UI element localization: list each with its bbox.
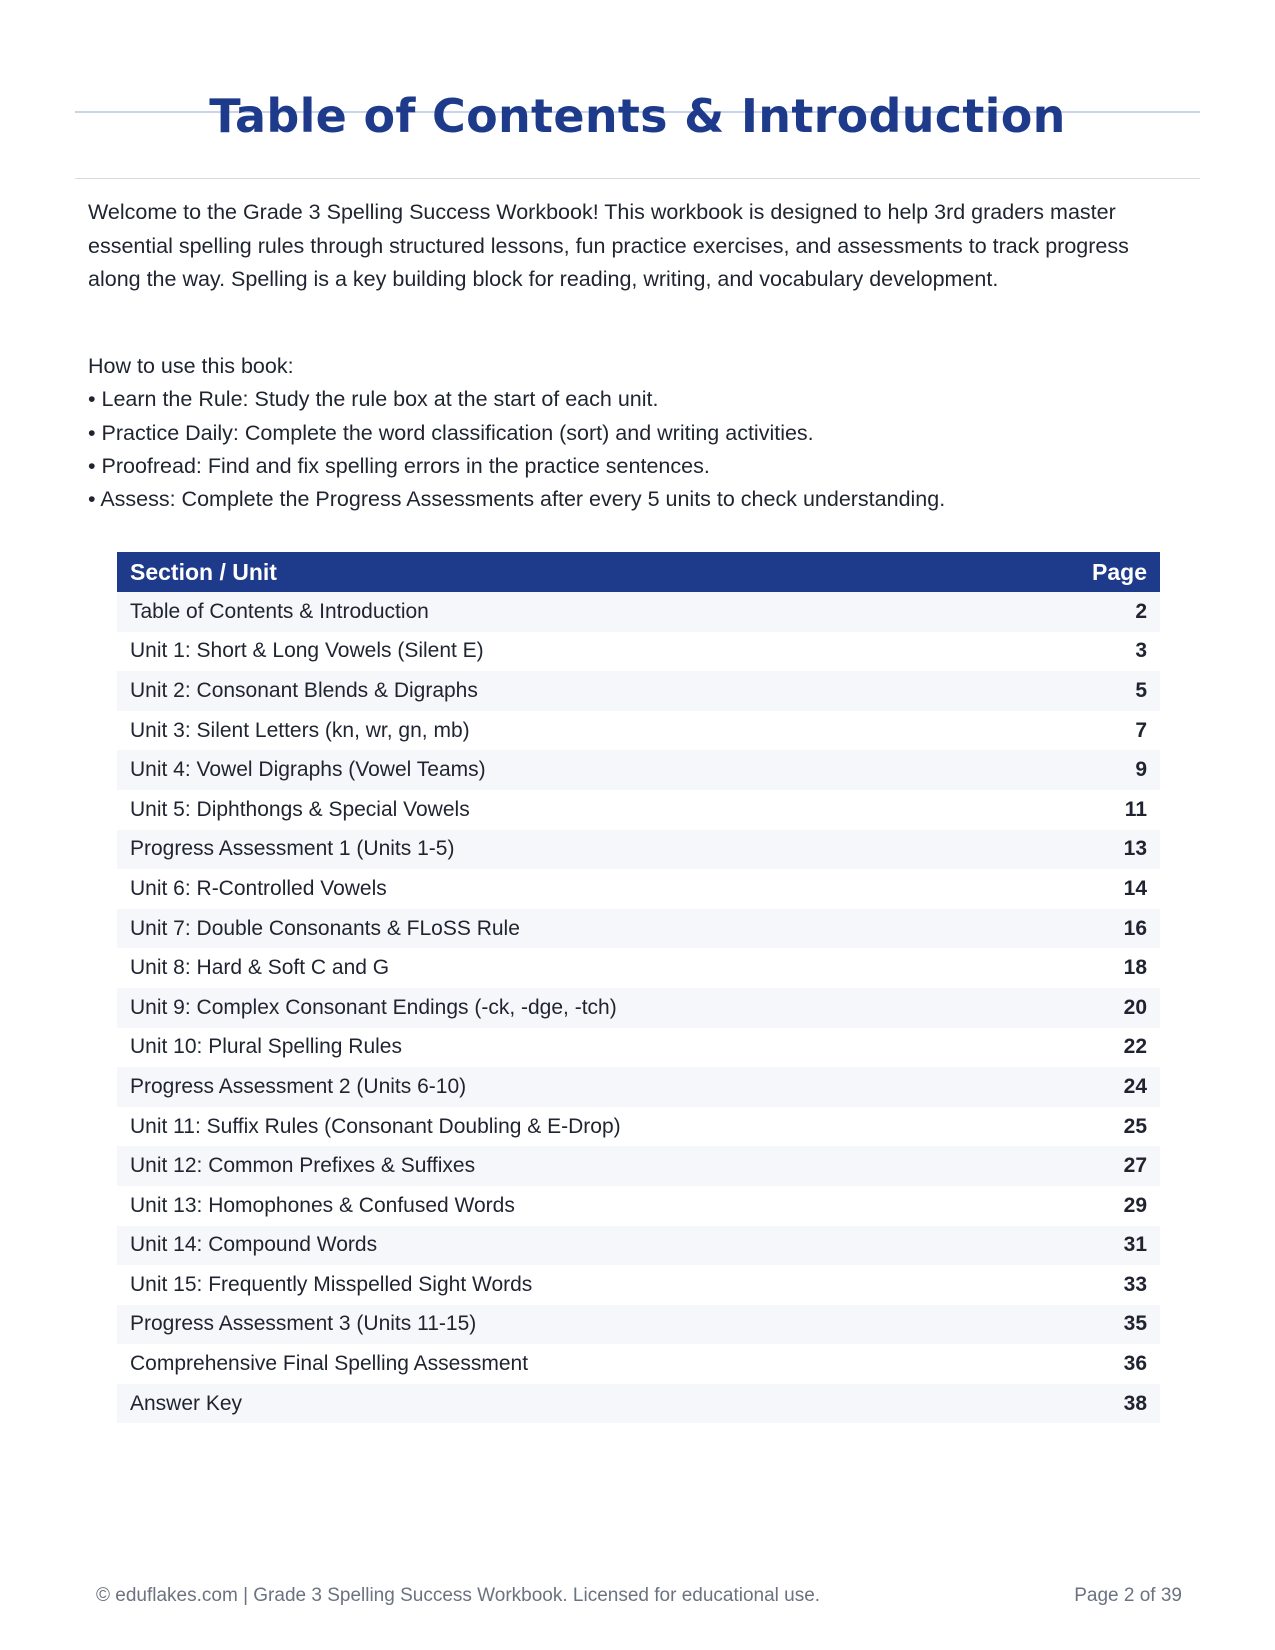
toc-row-section: Unit 6: R-Controlled Vowels xyxy=(130,876,387,900)
toc-row xyxy=(117,988,1160,1028)
toc-row-section: Unit 3: Silent Letters (kn, wr, gn, mb) xyxy=(130,718,470,742)
toc-row-page: 36 xyxy=(1123,1352,1147,1376)
toc-row-section: Unit 5: Diphthongs & Special Vowels xyxy=(130,797,470,821)
toc-row-page: 14 xyxy=(1123,876,1147,900)
footer-text: © eduflakes.com | Grade 3 Spelling Success Workbook. Licensed for educational use. xyxy=(96,1585,821,1606)
toc-row-section: Unit 10: Plural Spelling Rules xyxy=(130,1035,402,1059)
toc-row-section: Unit 7: Double Consonants & FLoSS Rule xyxy=(117,909,1054,949)
toc-row xyxy=(117,592,1160,632)
toc-row xyxy=(117,1107,1160,1147)
how-to-item: • Assess: Complete the Progress Assessments after every 5 units to check understanding. xyxy=(88,487,946,512)
toc-row-page: 35 xyxy=(1054,1305,1160,1345)
toc-row xyxy=(117,1226,1160,1266)
how-to-item: • Learn the Rule: Study the rule box at the start of each unit. xyxy=(88,387,659,412)
toc-row xyxy=(117,1265,1160,1305)
toc-row-page: 22 xyxy=(1123,1035,1147,1059)
how-to-item: • Practice Daily: Complete the word classification (sort) and writing activities. xyxy=(88,420,814,445)
toc-row-page: 7 xyxy=(1135,718,1147,742)
toc-row-section: Unit 4: Vowel Digraphs (Vowel Teams) xyxy=(117,750,1054,790)
how-to-use-section xyxy=(88,350,1183,516)
toc-row-section: Unit 8: Hard & Soft C and G xyxy=(130,956,390,980)
toc-row-page: 9 xyxy=(1054,750,1160,790)
toc-body xyxy=(117,592,1160,1423)
toc-row-section: Unit 15: Frequently Misspelled Sight Words xyxy=(130,1272,533,1296)
toc-row-page: 25 xyxy=(1123,1114,1147,1138)
toc-row xyxy=(117,1305,1160,1345)
toc-row xyxy=(117,1067,1160,1107)
toc-row-section: Unit 2: Consonant Blends & Digraphs xyxy=(117,671,1054,711)
toc-row xyxy=(117,1028,1160,1068)
toc-row xyxy=(117,948,1160,988)
how-to-heading: How to use this book: xyxy=(88,354,294,378)
toc-row xyxy=(117,671,1160,711)
toc-row-section: Answer Key xyxy=(117,1384,1054,1424)
toc-row xyxy=(117,632,1160,672)
toc-row-section: Unit 1: Short & Long Vowels (Silent E) xyxy=(130,639,484,663)
toc-row-page: 24 xyxy=(1054,1067,1160,1107)
toc-row-section: Table of Contents & Introduction xyxy=(117,592,1054,632)
toc-row-page: 16 xyxy=(1054,909,1160,949)
toc-header-row xyxy=(117,552,1160,592)
toc-row-page: 38 xyxy=(1054,1384,1160,1424)
toc-row-page: 11 xyxy=(1124,797,1147,821)
toc-row-section: Unit 11: Suffix Rules (Consonant Doubling & E-Drop) xyxy=(130,1114,621,1138)
toc-row xyxy=(117,1384,1160,1424)
toc-row-page: 20 xyxy=(1054,988,1160,1028)
toc-row-section: Unit 12: Common Prefixes & Suffixes xyxy=(117,1146,1054,1186)
toc-row-section: Progress Assessment 3 (Units 11-15) xyxy=(117,1305,1054,1345)
toc-row-page: 27 xyxy=(1054,1146,1160,1186)
toc-row-section: Unit 14: Compound Words xyxy=(117,1226,1054,1266)
toc-row-page: 33 xyxy=(1123,1272,1147,1296)
toc-row xyxy=(117,869,1160,909)
page-title-block xyxy=(75,86,1200,146)
toc-row-page: 13 xyxy=(1054,830,1160,870)
toc-header-page: Page xyxy=(1054,552,1160,592)
toc-row-section: Progress Assessment 2 (Units 6-10) xyxy=(117,1067,1054,1107)
toc-row xyxy=(117,830,1160,870)
divider xyxy=(75,178,1200,179)
toc-row-section: Progress Assessment 1 (Units 1-5) xyxy=(117,830,1054,870)
toc-row xyxy=(117,790,1160,830)
toc-row-page: 5 xyxy=(1054,671,1160,711)
toc-row-page: 3 xyxy=(1135,639,1147,663)
how-to-item: • Proofread: Find and fix spelling errors in the practice sentences. xyxy=(88,453,710,478)
toc-row-page: 29 xyxy=(1123,1193,1147,1217)
toc-header-section: Section / Unit xyxy=(117,552,1054,592)
toc-row-section: Comprehensive Final Spelling Assessment xyxy=(130,1352,529,1376)
toc-row-section: Unit 9: Complex Consonant Endings (-ck, -dge, -tch) xyxy=(117,988,1054,1028)
page-number: Page 2 of 39 xyxy=(1074,1585,1182,1606)
intro-paragraph: Welcome to the Grade 3 Spelling Success Workbook! This workbook is designed to help 3rd graders master essential spelling rules through structured lessons, fun practice exercises, and assessments to track progress along the way. Spelling is a key building block for reading, writing, and vocabulary development. xyxy=(88,200,1129,291)
toc-row-section: Unit 13: Homophones & Confused Words xyxy=(130,1193,515,1217)
page-title: Table of Contents & Introduction xyxy=(209,89,1066,143)
toc-row-page: 31 xyxy=(1054,1226,1160,1266)
toc-row xyxy=(117,909,1160,949)
toc-row-page: 2 xyxy=(1054,592,1160,632)
toc-table xyxy=(117,552,1160,1423)
toc-row xyxy=(117,711,1160,751)
toc-row xyxy=(117,1344,1160,1384)
toc-row-page: 18 xyxy=(1123,956,1147,980)
toc-row xyxy=(117,1186,1160,1226)
toc-row xyxy=(117,750,1160,790)
toc-row xyxy=(117,1146,1160,1186)
